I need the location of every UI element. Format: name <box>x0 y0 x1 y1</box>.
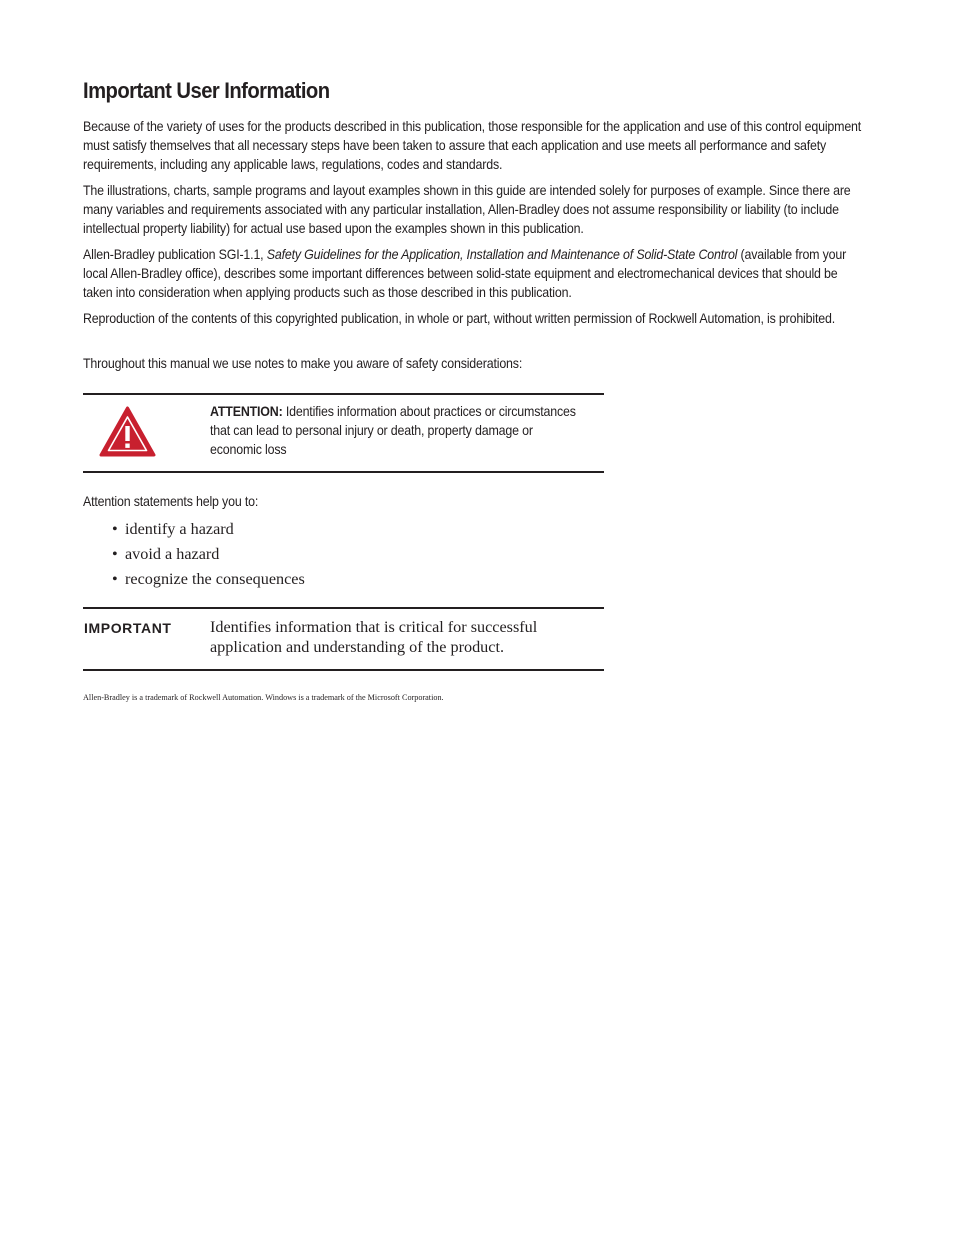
list-item-text: identify a hazard <box>125 520 234 538</box>
list-item <box>112 542 305 567</box>
bullet-icon: • <box>112 570 118 588</box>
safety-guidelines-paragraph <box>83 245 870 302</box>
important-note: Identifies information that is critical for successful application and understanding of the product. <box>210 618 538 656</box>
intro-paragraph: Because of the variety of uses for the products described in this publication, those responsible for the application and use of this control equipment must satisfy themselves that all necessary steps have been taken to assure that each application and use meets all performance and safety requirements, including any applicable laws, regulations, codes and standards. <box>83 119 862 172</box>
attention-intro: Attention statements help you to: <box>83 494 259 509</box>
reproduction-paragraph: Reproduction of the contents of this copyrighted publication, in whole or part, without written permission of Rockwell Automation, is prohibited. <box>83 311 835 326</box>
list-item-text: recognize the consequences <box>125 570 305 588</box>
illustrations-paragraph: The illustrations, charts, sample programs and layout examples shown in this guide are intended solely for purposes of example. Since there are many variables and requirements associated with any particular installation, Allen-Bradley does not assume responsibility or liability (to include intellectual property liability) for actual use based upon the examples shown in this publication. <box>83 183 851 236</box>
attention-note <box>210 402 576 459</box>
publication-reference: Allen-Bradley publication SGI-1.1, <box>83 247 267 262</box>
list-item <box>112 567 305 592</box>
publication-description: (available from your local Allen-Bradley office), describes some important differences between solid-state equipment and electromechanical devices that should be taken into consideration when applying products such as those described in this publication. <box>83 247 847 300</box>
safety-notes-intro: Throughout this manual we use notes to make you aware of safety considerations: <box>83 356 523 371</box>
attention-list <box>112 517 305 592</box>
important-bottom-rule <box>83 669 604 671</box>
publication-title: Safety Guidelines for the Application, Installation and Maintenance of Solid-State Control <box>266 247 738 262</box>
attention-label: ATTENTION: <box>210 404 283 419</box>
important-top-rule <box>83 607 604 609</box>
page-title: Important User Information <box>83 78 330 103</box>
warning-triangle-icon <box>99 406 156 457</box>
list-item-text: avoid a hazard <box>125 545 220 563</box>
attention-bottom-rule <box>83 471 604 473</box>
attention-description: Identifies information about practices or circumstances that can lead to personal injury or death, property damage or economic loss <box>210 404 576 457</box>
bullet-icon: • <box>112 520 118 538</box>
list-item <box>112 517 305 542</box>
important-label: IMPORTANT <box>84 620 172 636</box>
trademark-notice: Allen-Bradley is a trademark of Rockwell Automation. Windows is a trademark of the Microsoft Corporation. <box>83 693 444 702</box>
bullet-icon: • <box>112 545 118 563</box>
attention-top-rule <box>83 393 604 395</box>
